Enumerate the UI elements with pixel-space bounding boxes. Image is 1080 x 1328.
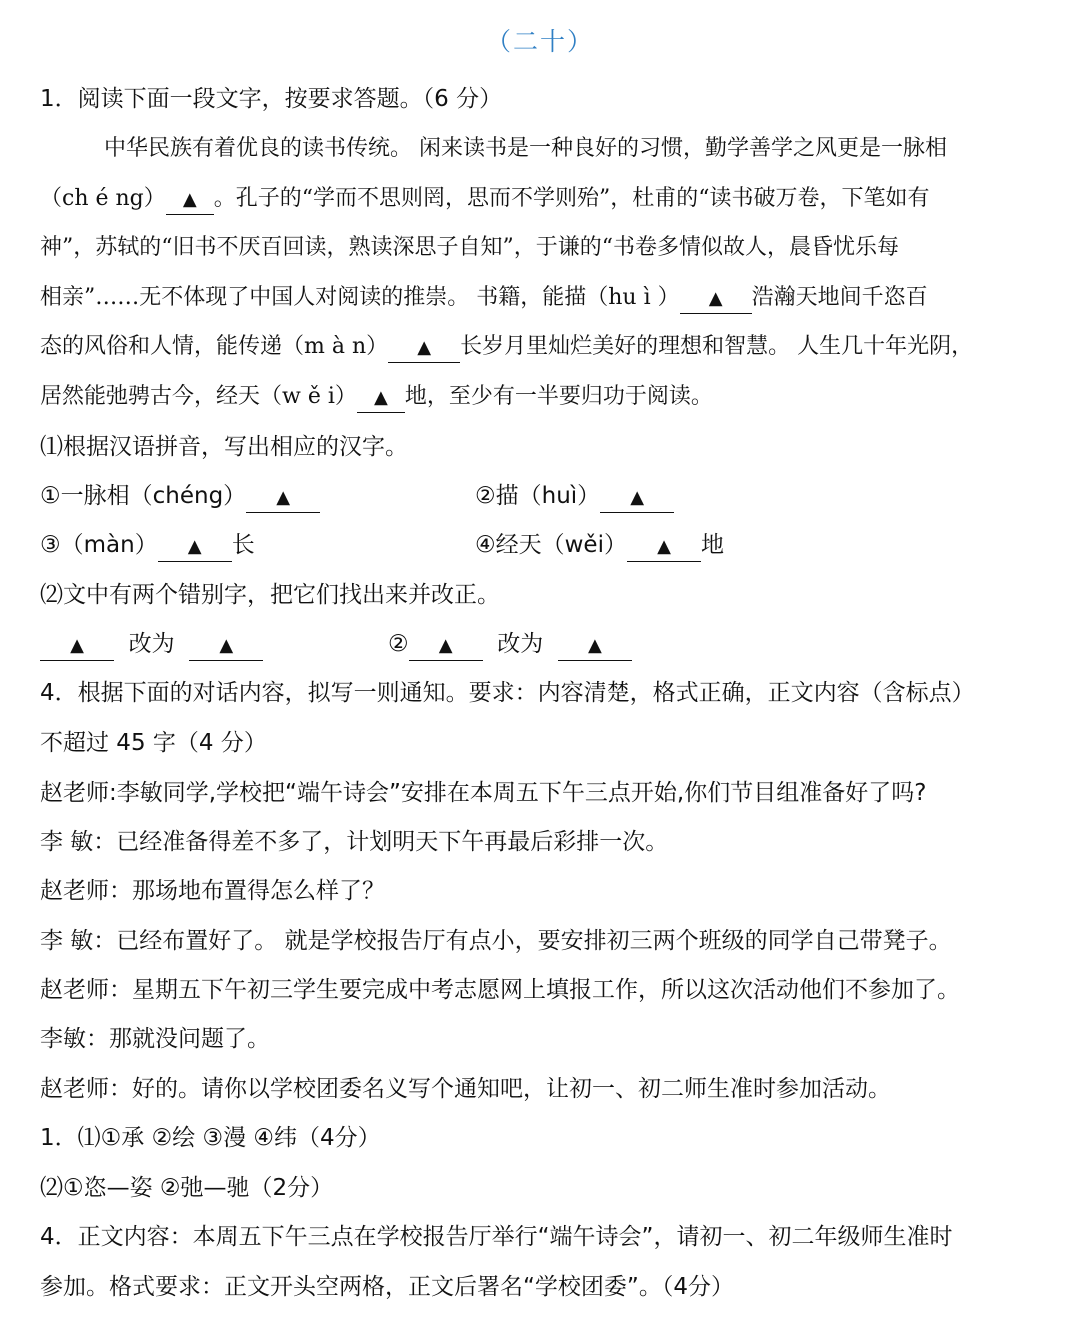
triangle-icon: ▲ [182,189,197,210]
passage-line-4 [40,281,1050,315]
blank-cheng[interactable] [166,185,214,215]
change-label: 改为 [128,631,175,657]
triangle-icon: ▲ [276,487,291,508]
triangle-icon: ▲ [438,635,453,656]
sub1-item-4-label: ④经天（wěi） [475,532,627,558]
dialogue-line: 李 敏：已经布置好了。 就是学校报告厅有点小，要安排初三两个班级的同学自己带凳子。 [40,928,952,954]
dialogue-line: 李敏：那就没问题了。 [40,1026,270,1052]
passage-line-3: 神”，苏轼的“旧书不厌百回读，熟读深思子自知”，于谦的“书卷多情似故人，晨昏忧乐每 [40,235,899,260]
triangle-icon: ▲ [657,536,671,557]
passage-line-6 [40,380,1050,414]
q4-heading-line-1: 4．根据下面的对话内容，拟写一则通知。要求：内容清楚，格式正确，正文内容（含标点） [40,680,975,706]
passage-line-2-end: 。孔子的“学而不思则罔，思而不学则殆”，杜甫的“读书破万卷，下笔如有 [213,186,930,211]
triangle-icon: ▲ [587,635,602,656]
answer-blank[interactable] [558,630,632,661]
sub1-row-1 [40,479,1050,513]
blank-wei[interactable] [357,383,405,413]
triangle-icon: ▲ [187,536,202,557]
sub2-row [40,627,1050,661]
answer-blank[interactable] [40,630,114,661]
dialogue-line: 赵老师：好的。请你以学校团委名义写个通知吧，让初一、初二师生准时参加活动。 [40,1076,891,1102]
dialogue-line: 李 敏：已经准备得差不多了，计划明天下午再最后彩排一次。 [40,829,669,855]
passage-line-6-start: 居然能弛骋古今，经天（w ě i） [40,384,357,409]
sub1-item-1 [40,483,320,509]
triangle-icon: ▲ [219,635,234,656]
triangle-icon: ▲ [417,337,432,358]
dialogue-line: 赵老师：那场地布置得怎么样了？ [40,878,385,904]
passage-line-5-end: 长岁月里灿烂美好的理想和智慧。 人生几十年光阴， [460,334,974,359]
q1-heading: 1．阅读下面一段文字，按要求答题。（6 分） [40,86,503,112]
sub1-item-3-label: ③（màn） [40,532,158,558]
passage-line-4-end: 浩瀚天地间千恣百 [751,285,928,310]
page-title: （二十） [485,27,594,56]
sub1-item-4 [475,528,724,562]
answer-4-line-1: 4．正文内容：本周五下午三点在学校报告厅举行“端午诗会”，请初一、初二年级师生准时 [40,1224,953,1250]
passage-line-1: 中华民族有着优良的读书传统。 闲来读书是一种良好的习惯，勤学善学之风更是一脉相 [104,136,947,161]
sub2-item-1 [40,631,263,657]
answer-blank[interactable] [600,482,674,513]
passage-line-4-start: 相亲”……无不体现了中国人对阅读的推崇。 书籍，能描（hu ì ） [40,285,680,310]
blank-hui[interactable] [680,284,752,314]
sub1-item-4-suffix: 地 [700,532,724,558]
passage-line-5 [40,330,1050,364]
passage-line-2-start: （ch é ng） [40,186,166,211]
sub1-item-3 [40,532,255,558]
sub2-prompt: ⑵文中有两个错别字，把它们找出来并改正。 [40,582,500,608]
sub2-item-2 [388,627,632,661]
triangle-icon: ▲ [708,288,723,309]
triangle-icon: ▲ [630,487,645,508]
dialogue-line: 赵老师：星期五下午初三学生要完成中考志愿网上填报工作，所以这次活动他们不参加了。 [40,977,960,1003]
passage-line-6-end: 地，至少有一半要归功于阅读。 [404,384,713,409]
blank-man[interactable] [388,333,460,363]
answer-blank[interactable] [409,630,483,661]
passage-line-2 [40,182,1050,216]
answer-4-line-2: 参加。格式要求：正文开头空两格，正文后署名“学校团委”。（4分） [40,1274,734,1300]
passage-line-5-start: 态的风俗和人情，能传递（m à n） [40,334,389,359]
triangle-icon: ▲ [70,635,84,656]
answer-blank[interactable] [189,630,263,661]
answer-blank[interactable] [627,531,701,562]
sub1-prompt: ⑴根据汉语拼音，写出相应的汉字。 [40,434,408,460]
q4-heading-line-2: 不超过 45 字（4 分） [40,730,267,756]
sub1-item-2-label: ②描（huì） [475,483,601,509]
answer-blank[interactable] [246,482,320,513]
answer-2: ⑵①恣—姿 ②弛—驰（2分） [40,1175,334,1201]
sub1-row-2 [40,528,1050,562]
answer-1: 1．⑴①承 ②绘 ③漫 ④纬（4分） [40,1125,381,1151]
sub1-item-1-label: ①一脉相（chéng） [40,483,247,509]
sub1-item-2 [475,479,674,513]
sub2-item-2-label: ② [388,631,409,657]
dialogue-line: 赵老师:李敏同学,学校把“端午诗会”安排在本周五下午三点开始,你们节目组准备好了吗? [40,780,927,806]
sub1-item-3-suffix: 长 [231,532,255,558]
triangle-icon: ▲ [373,387,388,408]
answer-blank[interactable] [158,531,232,562]
change-label: 改为 [497,631,544,657]
